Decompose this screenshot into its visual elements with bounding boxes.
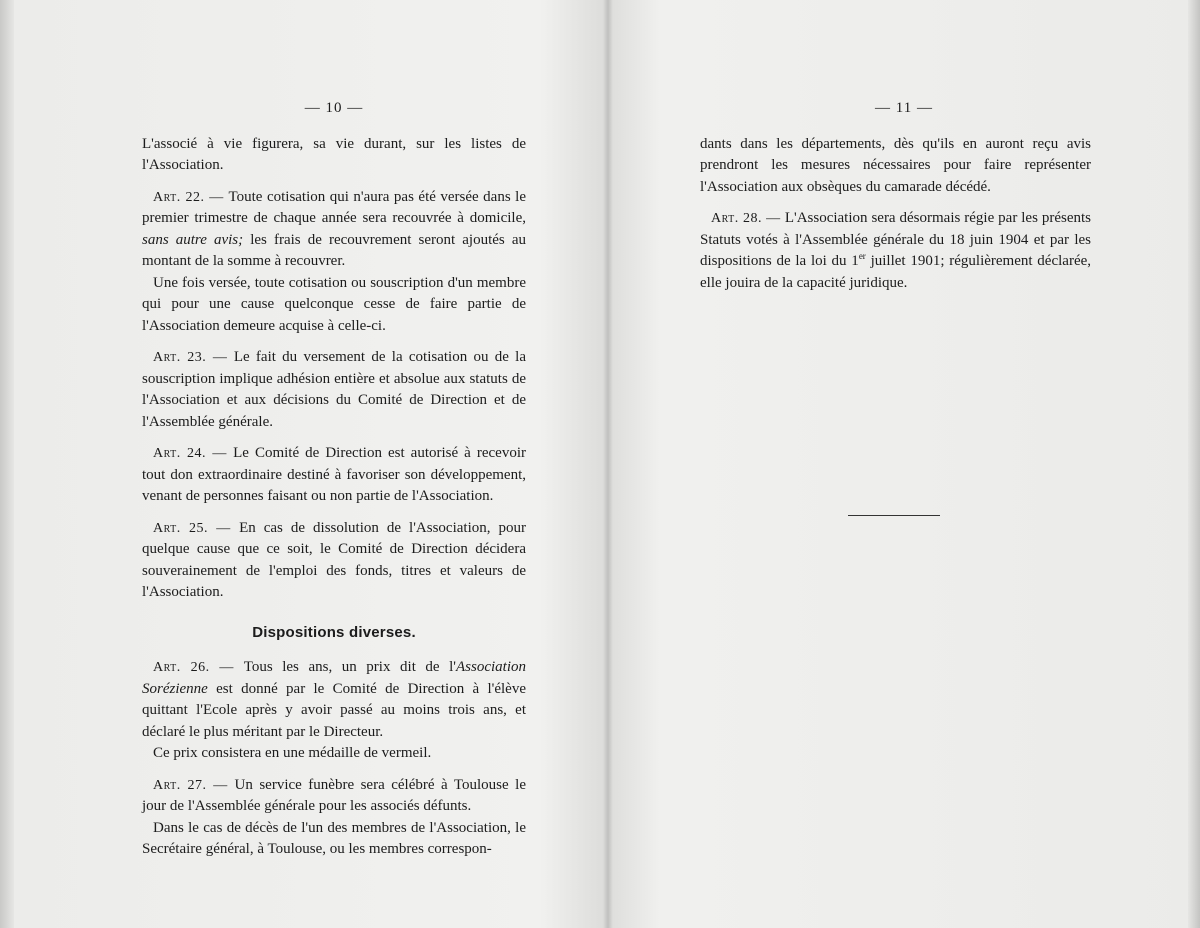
article-28 bbox=[700, 208, 1091, 294]
article-text: juillet 1901; régulièrement déclarée, elle jouira de la capacité juridique. bbox=[700, 253, 1092, 291]
article-label: Art. 26. — bbox=[153, 660, 244, 675]
article-text: est donné par le Comité de Direction à l'élève quittant l'Ecole après y avoir passé au moins trois ans, et déclaré le plus méritant par le Directeur. bbox=[142, 680, 526, 740]
right-page-edge bbox=[1188, 0, 1200, 928]
article-27-continued bbox=[700, 134, 1091, 199]
article-italic-text: sans autre avis; bbox=[142, 231, 244, 248]
article-text: les frais de recouvrement seront ajoutés au montant de la somme à recouvrer. bbox=[142, 231, 526, 269]
paragraph-text: L'associé à vie figurera, sa vie durant, sur les listes de l'Association. bbox=[142, 135, 526, 173]
article-27-continuation bbox=[142, 818, 526, 861]
section-heading: Dispositions diverses. bbox=[252, 623, 416, 641]
paragraph-text: Ce prix consistera en une médaille de vermeil. bbox=[153, 745, 432, 761]
article-27 bbox=[142, 775, 526, 818]
article-23 bbox=[142, 347, 526, 433]
article-italic-text: Association Sorézienne bbox=[142, 659, 526, 697]
article-26-continuation bbox=[142, 743, 526, 765]
left-page-edge bbox=[0, 0, 14, 928]
article-25 bbox=[142, 518, 526, 604]
superscript: er bbox=[858, 251, 866, 261]
article-label: Art. 28. — bbox=[711, 211, 785, 226]
right-page bbox=[700, 98, 1091, 304]
end-rule bbox=[848, 515, 940, 516]
article-24 bbox=[142, 443, 526, 508]
page-number: — 10 — bbox=[304, 100, 364, 116]
article-text: Le fait du versement de la cotisation ou de la souscription implique adhésion entière et absolue aux statuts de l'Association et aux décisions du Comité de Direction et de l'Assemblée générale. bbox=[142, 349, 526, 430]
paragraph-text: dants dans les départements, dès qu'ils en auront reçu avis prendront les mesures nécessaires pour faire représenter l'Association aux obsèques du camarade décédé. bbox=[700, 135, 1091, 195]
article-label: Art. 25. — bbox=[153, 520, 240, 536]
paragraph-text: Une fois versée, toute cotisation ou souscription d'un membre qui pour une cause quelconque cesse de faire partie de l'Association demeure acquise à celle-ci. bbox=[142, 274, 526, 334]
paragraph-text: Dans le cas de décès de l'un des membres de l'Association, le Secrétaire général, à Toulouse, ou les membres correspon- bbox=[142, 819, 526, 857]
article-text: Le Comité de Direction est autorisé à recevoir tout don extraordinaire destiné à favoriser son développement, venant de personnes faisant ou non partie de l'Association. bbox=[142, 445, 526, 504]
article-22 bbox=[142, 187, 526, 273]
article-text: Tous les ans, un prix dit de l' bbox=[243, 659, 456, 675]
paragraph bbox=[142, 134, 526, 177]
article-label: Art. 27. — bbox=[153, 777, 235, 793]
article-label: Art. 24. — bbox=[153, 446, 234, 461]
book-gutter bbox=[603, 0, 613, 928]
article-text: En cas de dissolution de l'Association, pour quelque cause que ce soit, le Comité de Direction décidera souverainement de l'emploi des fonds, titres et valeurs de l'Association. bbox=[142, 519, 526, 600]
article-text: L'Association sera désormais régie par les présents Statuts votés à l'Assemblée générale du 18 juin 1904 et par les dispositions de la loi du 1 bbox=[700, 210, 1091, 269]
article-label: Art. 22. — bbox=[153, 189, 229, 205]
article-22-continuation bbox=[142, 273, 526, 338]
article-26 bbox=[142, 657, 526, 743]
article-text: Un service funèbre sera célébré à Toulouse le jour de l'Assemblée générale pour les associés défunts. bbox=[142, 776, 526, 814]
page-number: — 11 — bbox=[875, 100, 933, 116]
article-label: Art. 23. — bbox=[153, 350, 234, 365]
left-page bbox=[142, 98, 526, 861]
article-text: Toute cotisation qui n'aura pas été versée dans le premier trimestre de chaque année sera recouvrée à domicile, bbox=[142, 188, 526, 226]
